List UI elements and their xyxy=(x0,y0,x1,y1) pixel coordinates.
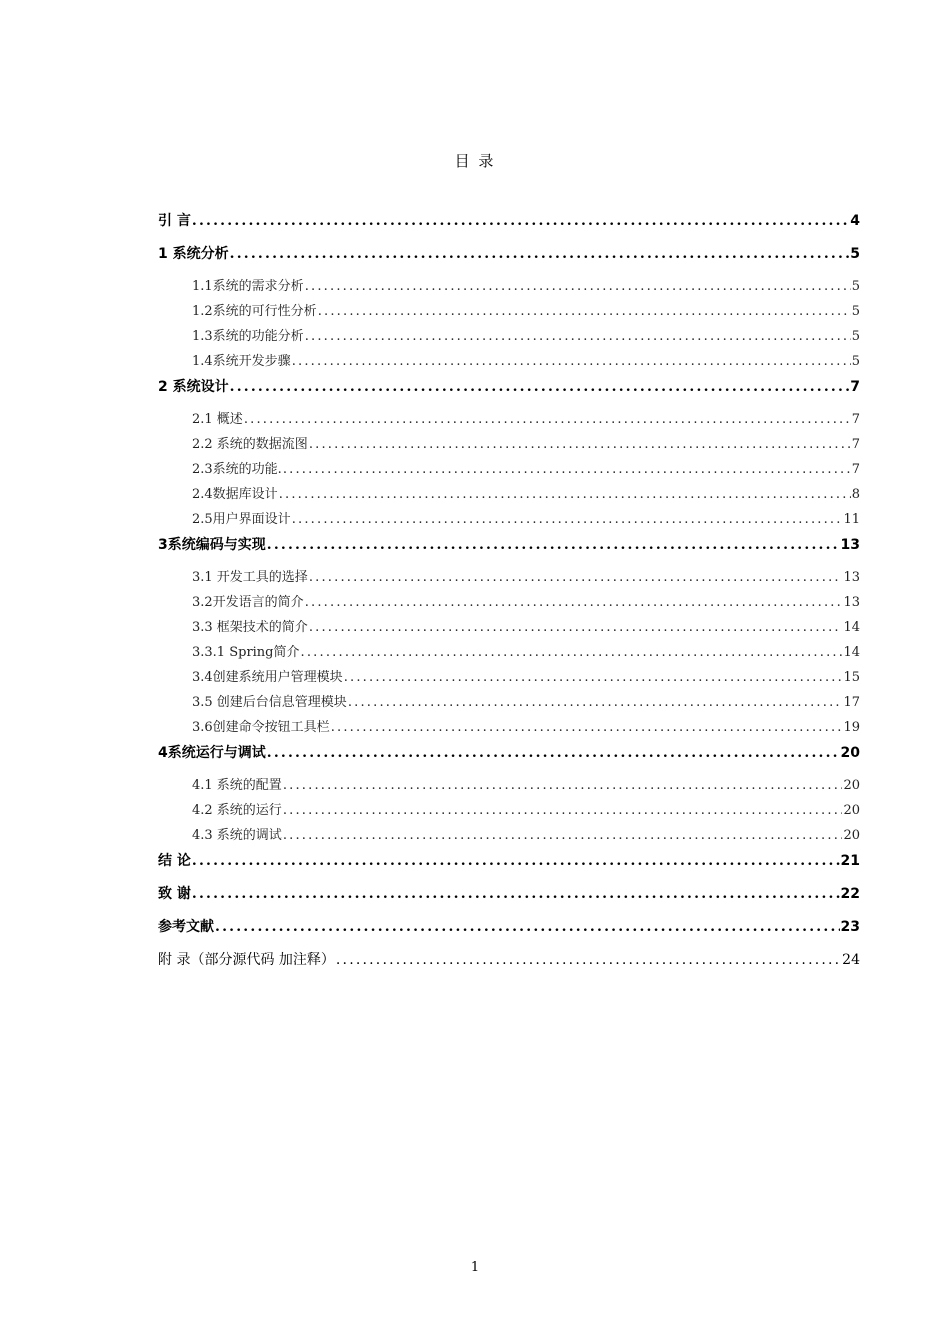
toc-entry-label: 2 系统设计 xyxy=(158,379,229,395)
toc-entry-label: 3.1 开发工具的选择 xyxy=(192,570,308,585)
toc-leader-dots xyxy=(283,798,843,823)
toc-entry-label: 1.2系统的可行性分析 xyxy=(192,304,317,319)
toc-leader-dots xyxy=(318,299,851,324)
toc-entry-label: 2.2 系统的数据流图 xyxy=(192,437,308,452)
toc-entry[interactable] xyxy=(158,615,860,640)
toc-entry-label: 结 论 xyxy=(158,853,191,869)
toc-entry-page: 4 xyxy=(850,213,860,229)
toc-entry-page: 5 xyxy=(850,246,860,262)
toc-entry[interactable] xyxy=(158,640,860,665)
toc-entry-page: 20 xyxy=(843,828,860,843)
toc-entry-page: 7 xyxy=(851,462,860,477)
toc-entry-page: 24 xyxy=(842,952,860,968)
toc-entry-label: 4.3 系统的调试 xyxy=(192,828,282,843)
toc-entry-label: 1.1系统的需求分析 xyxy=(192,279,304,294)
toc-entry-label: 1.4系统开发步骤 xyxy=(192,354,291,369)
toc-leader-dots xyxy=(309,432,851,457)
toc-entry-page: 17 xyxy=(843,695,860,710)
toc-entry-page: 13 xyxy=(843,595,860,610)
toc-entry-page: 15 xyxy=(843,670,860,685)
toc-leader-dots xyxy=(301,640,843,665)
toc-entry-page: 13 xyxy=(843,570,860,585)
toc-entry[interactable] xyxy=(158,881,860,914)
toc-entry[interactable] xyxy=(158,482,860,507)
toc-entry[interactable] xyxy=(158,798,860,823)
toc-entry[interactable] xyxy=(158,773,860,798)
toc-title: 目 录 xyxy=(454,152,496,170)
toc-entry-label: 2.3系统的功能. xyxy=(192,462,282,477)
toc-entry-label: 1.3系统的功能分析 xyxy=(192,329,304,344)
toc-entry[interactable] xyxy=(158,241,860,274)
toc-entry-label: 3系统编码与实现 xyxy=(158,537,266,553)
toc-entry-label: 2.1 概述 xyxy=(192,412,243,427)
toc-entry[interactable] xyxy=(158,690,860,715)
toc-leader-dots xyxy=(309,565,843,590)
toc-entry[interactable] xyxy=(158,432,860,457)
toc-leader-dots xyxy=(309,615,843,640)
toc-entry[interactable] xyxy=(158,374,860,407)
toc-leader-dots xyxy=(336,947,841,974)
toc-entry-label: 3.2开发语言的简介 xyxy=(192,595,304,610)
toc-leader-dots xyxy=(192,848,840,875)
toc-entry-label: 3.5 创建后台信息管理模块 xyxy=(192,695,347,710)
toc-leader-dots xyxy=(267,532,840,559)
toc-entry-page: 11 xyxy=(843,512,860,527)
toc-entry-page: 14 xyxy=(843,620,860,635)
toc-leader-dots xyxy=(283,823,843,848)
toc-entry-page: 20 xyxy=(840,745,860,761)
toc-entry[interactable] xyxy=(158,532,860,565)
toc-entry[interactable] xyxy=(158,507,860,532)
toc-entry-label: 3.3.1 Spring简介 xyxy=(192,645,300,660)
toc-entry[interactable] xyxy=(158,565,860,590)
toc-entry-page: 20 xyxy=(843,803,860,818)
toc-entry-page: 19 xyxy=(843,720,860,735)
toc-leader-dots xyxy=(292,507,843,532)
toc-entry-page: 13 xyxy=(840,537,860,553)
toc-entry[interactable] xyxy=(158,407,860,432)
toc-entry-label: 引 言 xyxy=(158,213,191,229)
toc-entry-label: 4系统运行与调试 xyxy=(158,745,266,761)
toc-leader-dots xyxy=(267,740,840,767)
toc-entry-label: 参考文献 xyxy=(158,919,214,935)
toc-entry[interactable] xyxy=(158,715,860,740)
toc-entry[interactable] xyxy=(158,947,860,980)
toc-entry-page: 5 xyxy=(851,329,860,344)
toc-entry-label: 4.1 系统的配置 xyxy=(192,778,282,793)
toc-entry-page: 7 xyxy=(850,379,860,395)
toc-entry-label: 2.5用户界面设计 xyxy=(192,512,291,527)
toc-entry-label: 1 系统分析 xyxy=(158,246,229,262)
toc-entry[interactable] xyxy=(158,208,860,241)
toc-leader-dots xyxy=(292,349,851,374)
toc-entry[interactable] xyxy=(158,914,860,947)
toc-entry-page: 5 xyxy=(851,354,860,369)
toc-entry[interactable] xyxy=(158,274,860,299)
page-number: 1 xyxy=(470,1260,480,1275)
toc-leader-dots xyxy=(244,407,851,432)
toc-leader-dots xyxy=(230,374,850,401)
toc-entry-page: 22 xyxy=(840,886,860,902)
toc-entry[interactable] xyxy=(158,665,860,690)
toc-leader-dots xyxy=(192,208,849,235)
toc-entry-label: 3.3 框架技术的简介 xyxy=(192,620,308,635)
toc-entry-page: 20 xyxy=(843,778,860,793)
toc-entry-label: 附 录（部分源代码 加注释） xyxy=(158,952,335,968)
toc-entry-page: 8 xyxy=(851,487,860,502)
toc-entry-label: 2.4数据库设计 xyxy=(192,487,278,502)
toc-entry[interactable] xyxy=(158,740,860,773)
toc-leader-dots xyxy=(230,241,850,268)
toc-entry-page: 23 xyxy=(840,919,860,935)
toc-leader-dots xyxy=(305,590,843,615)
toc-entry[interactable] xyxy=(158,590,860,615)
toc-entry[interactable] xyxy=(158,848,860,881)
toc-entry-page: 14 xyxy=(843,645,860,660)
toc-leader-dots xyxy=(283,773,843,798)
toc-entry-label: 致 谢 xyxy=(158,886,191,902)
toc-entry[interactable] xyxy=(158,823,860,848)
toc-leader-dots xyxy=(192,881,840,908)
toc-entry-page: 5 xyxy=(851,304,860,319)
toc-entry-label: 4.2 系统的运行 xyxy=(192,803,282,818)
toc-entry-label: 3.4创建系统用户管理模块 xyxy=(192,670,343,685)
toc-entry[interactable] xyxy=(158,457,860,482)
toc-leader-dots xyxy=(305,324,851,349)
toc-entry[interactable] xyxy=(158,299,860,324)
toc-entry-page: 7 xyxy=(851,412,860,427)
toc-leader-dots xyxy=(279,482,851,507)
toc-leader-dots xyxy=(348,690,843,715)
toc-entry-page: 5 xyxy=(851,279,860,294)
toc-leader-dots xyxy=(331,715,843,740)
toc-leader-dots xyxy=(305,274,851,299)
toc-entry-label: 3.6创建命令按钮工具栏 xyxy=(192,720,330,735)
toc-entry-page: 7 xyxy=(851,437,860,452)
table-of-contents xyxy=(158,208,860,980)
toc-entry[interactable] xyxy=(158,324,860,349)
toc-leader-dots xyxy=(283,457,851,482)
toc-entry-page: 21 xyxy=(840,853,860,869)
toc-leader-dots xyxy=(215,914,840,941)
toc-leader-dots xyxy=(344,665,843,690)
toc-entry[interactable] xyxy=(158,349,860,374)
